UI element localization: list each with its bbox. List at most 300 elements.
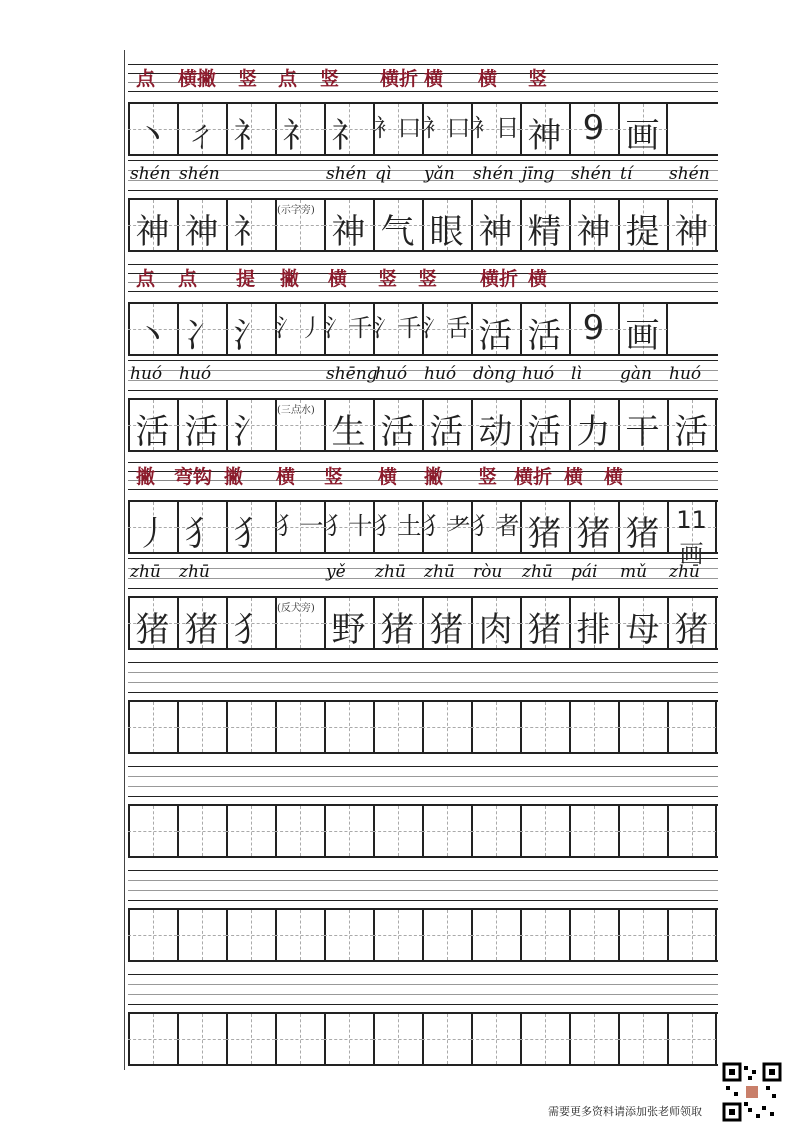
tian-grid-box [373, 502, 422, 552]
handwritten-character: 礻 [233, 116, 268, 156]
box-border [177, 910, 179, 960]
pinyin-text: huó [130, 364, 163, 384]
tian-grid-box [569, 104, 618, 154]
pinyin-text: zhū [522, 562, 553, 582]
tian-grid-box [471, 598, 520, 648]
box-border [618, 702, 620, 752]
box-border [128, 1014, 130, 1064]
tian-grid-box [226, 200, 275, 250]
handwritten-character: 9 [582, 108, 605, 148]
tian-grid-box [618, 104, 667, 154]
handwritten-character: 干 [625, 412, 660, 452]
handwritten-character: 衤日 [471, 114, 520, 142]
tian-grid-box [569, 502, 618, 552]
tian-grid-box [422, 304, 471, 354]
box-border [324, 910, 326, 960]
tian-grid-box [226, 1014, 275, 1064]
handwritten-character: 猪 [527, 610, 562, 650]
pinyin-text: huó [375, 364, 408, 384]
tian-grid-box [520, 400, 569, 450]
tian-grid-box [422, 806, 471, 856]
stroke-order-row [128, 500, 718, 568]
tian-grid-box [520, 598, 569, 648]
box-border [520, 1014, 522, 1064]
stroke-name: 横折 [480, 268, 519, 290]
handwritten-character: ㄔ [184, 116, 219, 156]
tian-grid-box [618, 304, 667, 354]
stroke-name: 撇 [136, 466, 156, 488]
box-border [226, 806, 228, 856]
box-border [618, 1014, 620, 1064]
handwritten-character: 氵舌 [422, 314, 471, 342]
handwritten-character: 神 [478, 212, 513, 252]
blank-grid-row [128, 804, 718, 858]
tian-grid-box [422, 200, 471, 250]
handwritten-character: 动 [478, 412, 513, 452]
handwritten-character: 犭耂 [422, 512, 471, 540]
handwritten-character: 11画 [676, 506, 707, 568]
handwritten-character: 猪 [135, 610, 170, 650]
stroke-name: 横 [276, 466, 296, 488]
handwritten-character: 精 [527, 212, 562, 252]
tian-grid-box [422, 598, 471, 648]
tian-grid-box [471, 400, 520, 450]
stroke-name: 弯钩 [174, 466, 213, 488]
tian-grid-box [471, 702, 520, 752]
tian-grid-box [275, 502, 324, 552]
tian-grid-box [618, 598, 667, 648]
handwritten-character: 衤口 [422, 114, 471, 142]
box-border [422, 1014, 424, 1064]
pinyin-text: shēng [326, 364, 378, 384]
stroke-order-row [128, 102, 718, 156]
pinyin-text: mǔ [620, 562, 648, 582]
stroke-name-row [128, 260, 718, 300]
tian-grid-box [275, 400, 324, 450]
handwritten-character: 活 [527, 412, 562, 452]
tian-grid-box [569, 806, 618, 856]
tian-grid-box [324, 806, 373, 856]
tian-grid-box [275, 702, 324, 752]
qr-code-icon [722, 1062, 782, 1122]
tian-grid-box [324, 1014, 373, 1064]
handwritten-character: 氵 [233, 316, 268, 356]
pinyin-text: huó [424, 364, 457, 384]
pinyin-text: ròu [473, 562, 503, 582]
handwritten-character: 野 [331, 610, 366, 650]
box-border [373, 1014, 375, 1064]
stroke-name: 点 [278, 68, 298, 90]
stroke-order-row [128, 302, 718, 356]
pinyin-text: jīng [522, 164, 555, 184]
tian-grid-box [324, 200, 373, 250]
stroke-name: 竖 [528, 68, 548, 90]
box-border [471, 1014, 473, 1064]
radical-annotation: (三点水) [277, 405, 315, 416]
tian-grid-box [471, 502, 520, 552]
tian-grid-box [520, 104, 569, 154]
tian-grid-box [520, 702, 569, 752]
ruled-lines [128, 458, 718, 498]
tian-grid-box [520, 304, 569, 354]
tian-grid-box [520, 502, 569, 552]
handwritten-character: 活 [527, 316, 562, 356]
tian-grid-box [128, 702, 177, 752]
stroke-name: 横 [328, 268, 348, 290]
box-border [226, 910, 228, 960]
handwritten-character: 冫 [184, 316, 219, 356]
stroke-name: 撇 [280, 268, 300, 290]
tian-grid-box [275, 806, 324, 856]
pinyin-text: huó [669, 364, 702, 384]
handwritten-character: 犭者 [471, 512, 520, 540]
tian-grid-box [667, 598, 716, 648]
tian-grid-box [373, 104, 422, 154]
pinyin-text: dòng [473, 364, 516, 384]
blank-grid-row [128, 908, 718, 962]
tian-grid-box [373, 702, 422, 752]
box-border [520, 806, 522, 856]
tian-grid-box [128, 502, 177, 552]
box-border [177, 806, 179, 856]
stroke-name: 提 [236, 268, 256, 290]
tian-grid-box [177, 502, 226, 552]
box-border [471, 910, 473, 960]
box-border [226, 702, 228, 752]
box-border [667, 1014, 669, 1064]
tian-grid-box [422, 502, 471, 552]
handwritten-character: 礻 [282, 116, 317, 156]
handwritten-character: 力 [576, 412, 611, 452]
handwritten-character: 提 [625, 212, 660, 252]
blank-pinyin-row [128, 972, 718, 1008]
tian-grid-box [422, 104, 471, 154]
radical-annotation: (反犬旁) [277, 603, 315, 614]
tian-grid-box [569, 910, 618, 960]
stroke-name: 横 [424, 68, 444, 90]
stroke-name: 点 [178, 268, 198, 290]
tian-grid-box [422, 400, 471, 450]
tian-grid-box [569, 304, 618, 354]
word-practice-row [128, 596, 718, 650]
tian-grid-box [128, 598, 177, 648]
handwritten-character: 活 [429, 412, 464, 452]
handwritten-character: 猪 [674, 610, 709, 650]
tian-grid-box [275, 104, 324, 154]
tian-grid-box [471, 806, 520, 856]
tian-grid-box [618, 910, 667, 960]
blank-pinyin-row [128, 868, 718, 904]
pinyin-row [128, 556, 718, 592]
pinyin-text: pái [571, 562, 598, 582]
tian-grid-box [177, 702, 226, 752]
blank-grid-row [128, 1012, 718, 1066]
tian-grid-box [324, 598, 373, 648]
pinyin-text: shén [473, 164, 514, 184]
tian-grid-box [128, 104, 177, 154]
stroke-name: 竖 [418, 268, 438, 290]
blank-pinyin-row [128, 764, 718, 800]
stroke-name-row [128, 458, 718, 498]
pinyin-text: tí [620, 164, 633, 184]
tian-grid-box [324, 400, 373, 450]
handwritten-character: 画 [625, 316, 660, 356]
box-border [373, 806, 375, 856]
handwritten-character: 氵丿 [275, 314, 324, 342]
handwritten-character: 礻 [233, 212, 268, 252]
tian-grid-box [422, 1014, 471, 1064]
tian-grid-box [226, 400, 275, 450]
tian-grid-box [618, 200, 667, 250]
tian-grid-box [520, 200, 569, 250]
box-border [177, 702, 179, 752]
tian-grid-box [177, 304, 226, 354]
handwritten-character: 母 [625, 610, 660, 650]
tian-grid-box [520, 806, 569, 856]
box-border [275, 806, 277, 856]
stroke-name-row [128, 60, 718, 100]
handwritten-character: 画 [625, 116, 660, 156]
stroke-name: 竖 [320, 68, 340, 90]
handwritten-character: 犭一 [275, 512, 324, 540]
box-border [618, 806, 620, 856]
pinyin-text: shén [326, 164, 367, 184]
handwritten-character: 活 [135, 412, 170, 452]
handwritten-character: 衤口 [373, 114, 422, 142]
tian-grid-box [618, 702, 667, 752]
tian-grid-box [373, 200, 422, 250]
tian-grid-box [373, 400, 422, 450]
box-border [324, 1014, 326, 1064]
tian-grid-box [667, 1014, 716, 1064]
tian-grid-box [226, 598, 275, 648]
box-border [569, 702, 571, 752]
box-border [715, 1014, 717, 1064]
stroke-name: 竖 [324, 466, 344, 488]
footer-note: 需要更多资料请添加张老师领取 [548, 1105, 702, 1118]
handwritten-character: 9 [582, 308, 605, 348]
handwritten-character: 猪 [527, 514, 562, 554]
tian-grid-box [324, 502, 373, 552]
blank-pinyin-row [128, 660, 718, 696]
handwritten-character: 礻 [331, 116, 366, 156]
tian-grid-box [324, 910, 373, 960]
tian-grid-box [128, 910, 177, 960]
tian-grid-box [177, 806, 226, 856]
pinyin-text: lì [571, 364, 582, 384]
handwritten-character: 犭土 [373, 512, 422, 540]
stroke-name: 横撇 [178, 68, 217, 90]
stroke-name: 横 [378, 466, 398, 488]
tian-grid-box [569, 1014, 618, 1064]
stroke-name: 竖 [478, 466, 498, 488]
handwritten-character: 气 [380, 212, 415, 252]
handwritten-character: 活 [478, 316, 513, 356]
tian-grid-box [128, 200, 177, 250]
tian-grid-box [520, 1014, 569, 1064]
box-border [569, 806, 571, 856]
tian-grid-box [373, 304, 422, 354]
handwritten-character: 犭 [184, 514, 219, 554]
pinyin-text: zhū [130, 562, 161, 582]
box-border [471, 806, 473, 856]
handwritten-character: 氵千 [324, 314, 373, 342]
tian-grid-box [275, 598, 324, 648]
box-border [226, 1014, 228, 1064]
tian-grid-box [373, 1014, 422, 1064]
tian-grid-box [471, 200, 520, 250]
margin-line [124, 50, 125, 1070]
tian-grid-box [226, 304, 275, 354]
word-practice-row [128, 198, 718, 252]
handwritten-character: 犭十 [324, 512, 373, 540]
tian-grid-box [177, 400, 226, 450]
tian-grid-box [177, 598, 226, 648]
stroke-name: 点 [136, 268, 156, 290]
tian-grid-box [667, 502, 716, 568]
box-border [275, 1014, 277, 1064]
handwritten-character: 丶 [135, 316, 170, 356]
tian-grid-box [667, 200, 716, 250]
tian-grid-box [275, 910, 324, 960]
handwritten-character: 猪 [380, 610, 415, 650]
pinyin-text: shén [130, 164, 171, 184]
pinyin-text: zhū [179, 562, 210, 582]
tian-grid-box [667, 806, 716, 856]
tian-grid-box [275, 304, 324, 354]
stroke-name: 竖 [238, 68, 258, 90]
box-border [471, 702, 473, 752]
box-border [715, 910, 717, 960]
pinyin-text: zhū [424, 562, 455, 582]
box-border [520, 702, 522, 752]
tian-grid-box [177, 200, 226, 250]
tian-grid-box [471, 910, 520, 960]
tian-grid-box [373, 806, 422, 856]
tian-grid-box [177, 104, 226, 154]
box-border [667, 702, 669, 752]
pinyin-text: shén [669, 164, 710, 184]
tian-grid-box [226, 806, 275, 856]
tian-grid-box [324, 104, 373, 154]
handwritten-character: 神 [674, 212, 709, 252]
tian-grid-box [226, 910, 275, 960]
tian-grid-box [324, 304, 373, 354]
tian-grid-box [569, 200, 618, 250]
box-border [422, 806, 424, 856]
handwritten-character: 活 [674, 412, 709, 452]
handwritten-character: 犭 [233, 610, 268, 650]
tian-grid-box [618, 1014, 667, 1064]
stroke-name: 横 [478, 68, 498, 90]
handwritten-character: 神 [576, 212, 611, 252]
box-border [715, 702, 717, 752]
stroke-name: 横折 [514, 466, 553, 488]
box-border [177, 1014, 179, 1064]
stroke-name: 横 [604, 466, 624, 488]
box-border [128, 910, 130, 960]
tian-grid-box [226, 104, 275, 154]
pinyin-text: yǎn [424, 164, 455, 184]
handwritten-character: 神 [184, 212, 219, 252]
stroke-name: 撇 [224, 466, 244, 488]
tian-grid-box [618, 400, 667, 450]
stroke-name: 点 [136, 68, 156, 90]
handwritten-character: 活 [380, 412, 415, 452]
tian-grid-box [422, 910, 471, 960]
handwritten-character: 猪 [625, 514, 660, 554]
handwritten-character: 猪 [576, 514, 611, 554]
box-border [422, 910, 424, 960]
pinyin-text: zhū [375, 562, 406, 582]
box-border [373, 702, 375, 752]
stroke-name: 横 [528, 268, 548, 290]
tian-grid-box [471, 104, 520, 154]
handwritten-character: 犭 [233, 514, 268, 554]
pinyin-text: qì [375, 164, 392, 184]
box-border [569, 1014, 571, 1064]
handwritten-character: 神 [135, 212, 170, 252]
tian-grid-box [128, 806, 177, 856]
tian-grid-box [520, 910, 569, 960]
box-border [324, 702, 326, 752]
box-border [569, 910, 571, 960]
box-border [324, 806, 326, 856]
tian-grid-box [422, 702, 471, 752]
handwritten-character: 肉 [478, 610, 513, 650]
tian-grid-box [226, 502, 275, 552]
stroke-name: 横折 [380, 68, 419, 90]
pinyin-text: shén [179, 164, 220, 184]
stroke-name: 撇 [424, 466, 444, 488]
handwritten-character: 眼 [429, 212, 464, 252]
tian-grid-box [471, 304, 520, 354]
box-border [275, 910, 277, 960]
box-border [128, 806, 130, 856]
box-border [667, 910, 669, 960]
handwritten-character: 丿 [135, 514, 170, 554]
box-border [128, 702, 130, 752]
handwritten-character: 排 [576, 610, 611, 650]
handwritten-character: 氵 [233, 412, 268, 452]
ruled-lines [128, 60, 718, 100]
tian-grid-box [569, 400, 618, 450]
tian-grid-box [324, 702, 373, 752]
box-border [520, 910, 522, 960]
tian-grid-box [667, 400, 716, 450]
stroke-name: 竖 [378, 268, 398, 290]
pinyin-text: zhū [669, 562, 700, 582]
word-practice-row [128, 398, 718, 452]
tian-grid-box [275, 200, 324, 250]
handwritten-character: 氵千 [373, 314, 422, 342]
tian-grid-box [275, 1014, 324, 1064]
pinyin-text: huó [522, 364, 555, 384]
box-border [667, 806, 669, 856]
blank-grid-row [128, 700, 718, 754]
box-border [715, 806, 717, 856]
pinyin-text: huó [179, 364, 212, 384]
tian-grid-box [569, 598, 618, 648]
handwritten-character: 猪 [184, 610, 219, 650]
tian-grid-box [177, 1014, 226, 1064]
handwritten-character: 活 [184, 412, 219, 452]
handwritten-character: 丶 [135, 116, 170, 156]
handwritten-character: 神 [527, 116, 562, 156]
handwritten-character: 神 [331, 212, 366, 252]
pinyin-row [128, 158, 718, 194]
stroke-name: 横 [564, 466, 584, 488]
